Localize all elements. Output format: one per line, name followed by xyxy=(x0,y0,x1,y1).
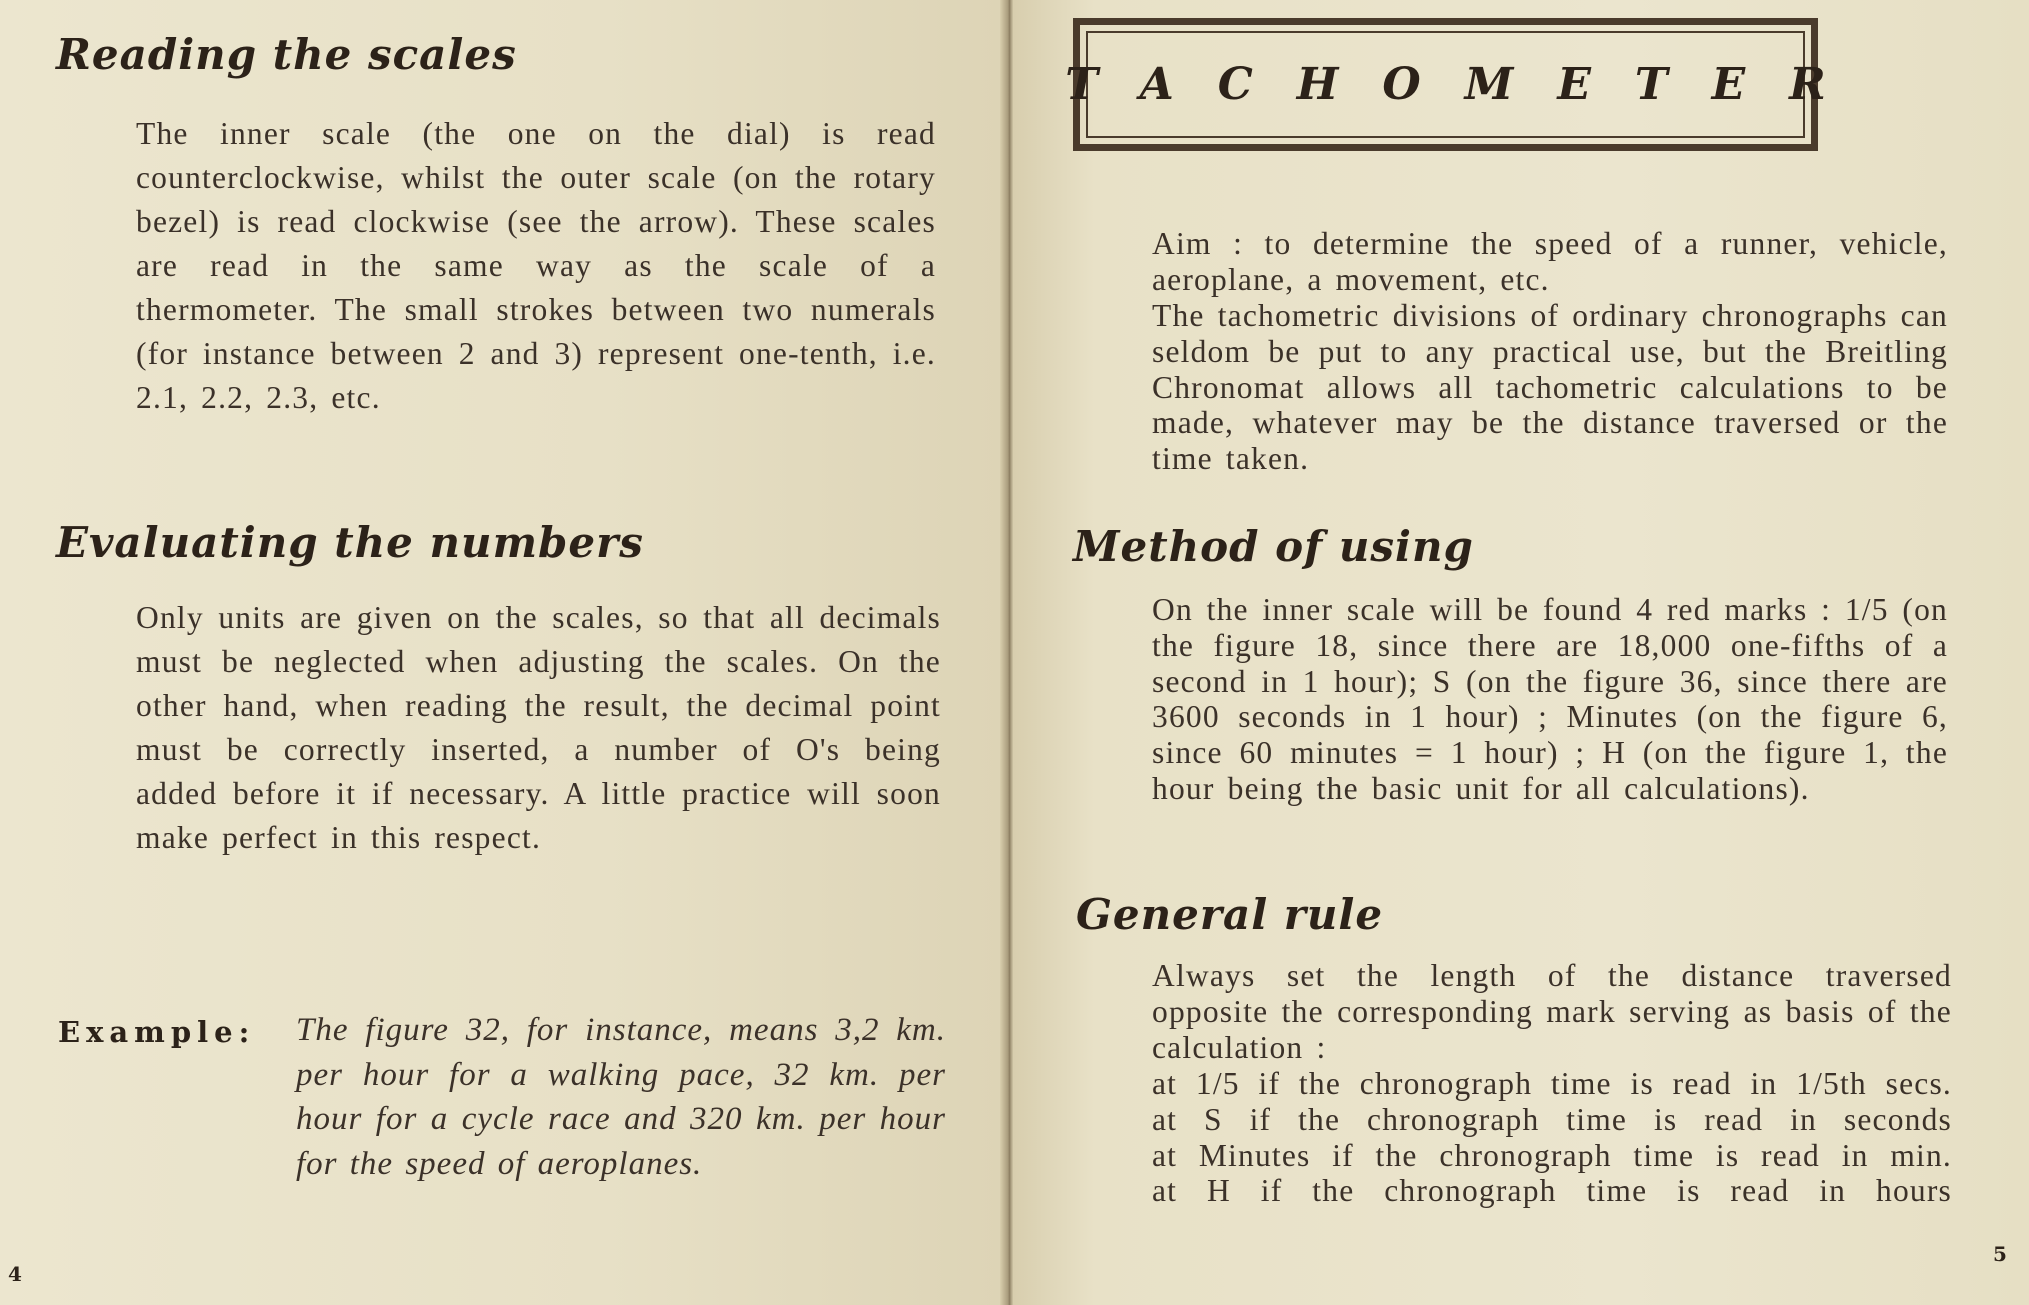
left-page xyxy=(0,0,1005,1305)
evaluating-numbers-body: Only units are given on the scales, so that all decimals must be neglected when adjusting the scales. On the other hand, when reading the result, the decimal point must be correctly inserted, a number of O's being added before it if necessary. A little practice will soon make perfect in this respect. xyxy=(136,600,941,855)
rule-item: at S if the chronograph time is read in seconds xyxy=(1152,1101,1952,1137)
aim-text: Aim : to determine the speed of a runner, vehicle, aeroplane, a movement, etc. xyxy=(1152,226,1948,297)
rule-item: at Minutes if the chronograph time is read in min. xyxy=(1152,1137,1952,1173)
example-label: Example: xyxy=(58,1015,256,1049)
method-body: On the inner scale will be found 4 red marks : 1/5 (on the figure 18, since there are 18,000 one-fifths of a second in 1 hour); S (on the figure 36, since there are 3600 seconds in 1 hour) ; Minutes (on the figure 6, since 60 minutes = 1 hour) ; H (on the figure 1, the hour being the basic unit for all calculations). xyxy=(1152,592,1948,806)
rule-item: at H if the chronograph time is read in hours xyxy=(1152,1173,1952,1209)
reading-scales-body: The inner scale (the one on the dial) is read counterclockwise, whilst the outer scale (on the rotary bezel) is read clockwise (see the arrow). These scales are read in the same way as the scale of a thermometer. The small strokes between two numerals (for instance between 2 and 3) represent one-tenth, i.e. 2.1, 2.2, 2.3, etc. xyxy=(136,116,936,415)
page-number-left: 4 xyxy=(8,1262,22,1286)
reading-scales-heading: Reading the scales xyxy=(56,30,517,79)
general-rule-heading: General rule xyxy=(1076,890,1384,939)
general-rule-body: Always set the length of the distance traversed opposite the corresponding mark serving as basis of the calculation : xyxy=(1152,958,1952,1065)
tachometer-title: TACHOMETER xyxy=(1065,59,1870,110)
evaluating-numbers-heading: Evaluating the numbers xyxy=(56,518,644,567)
method-heading: Method of using xyxy=(1073,522,1474,571)
page-number-right: 5 xyxy=(1993,1242,2007,1266)
example-text: The figure 32, for instance, means 3,2 km. per hour for a walking pace, 32 km. per hour for a cycle race and 320 km. per hour for the speed of aeroplanes. xyxy=(296,1012,946,1182)
rule-list xyxy=(1152,1066,1952,1209)
intro-body: The tachometric divisions of ordinary chronographs can seldom be put to any practical use, but the Breitling Chronomat allows all tachometric calculations to be made, whatever may be the distance traversed or the time taken. xyxy=(1152,298,1948,477)
tachometer-title-box xyxy=(1065,18,1870,151)
tachometer-title-inner-frame xyxy=(1065,31,1870,138)
rule-item: at 1/5 if the chronograph time is read in 1/5th secs. xyxy=(1152,1066,1952,1101)
